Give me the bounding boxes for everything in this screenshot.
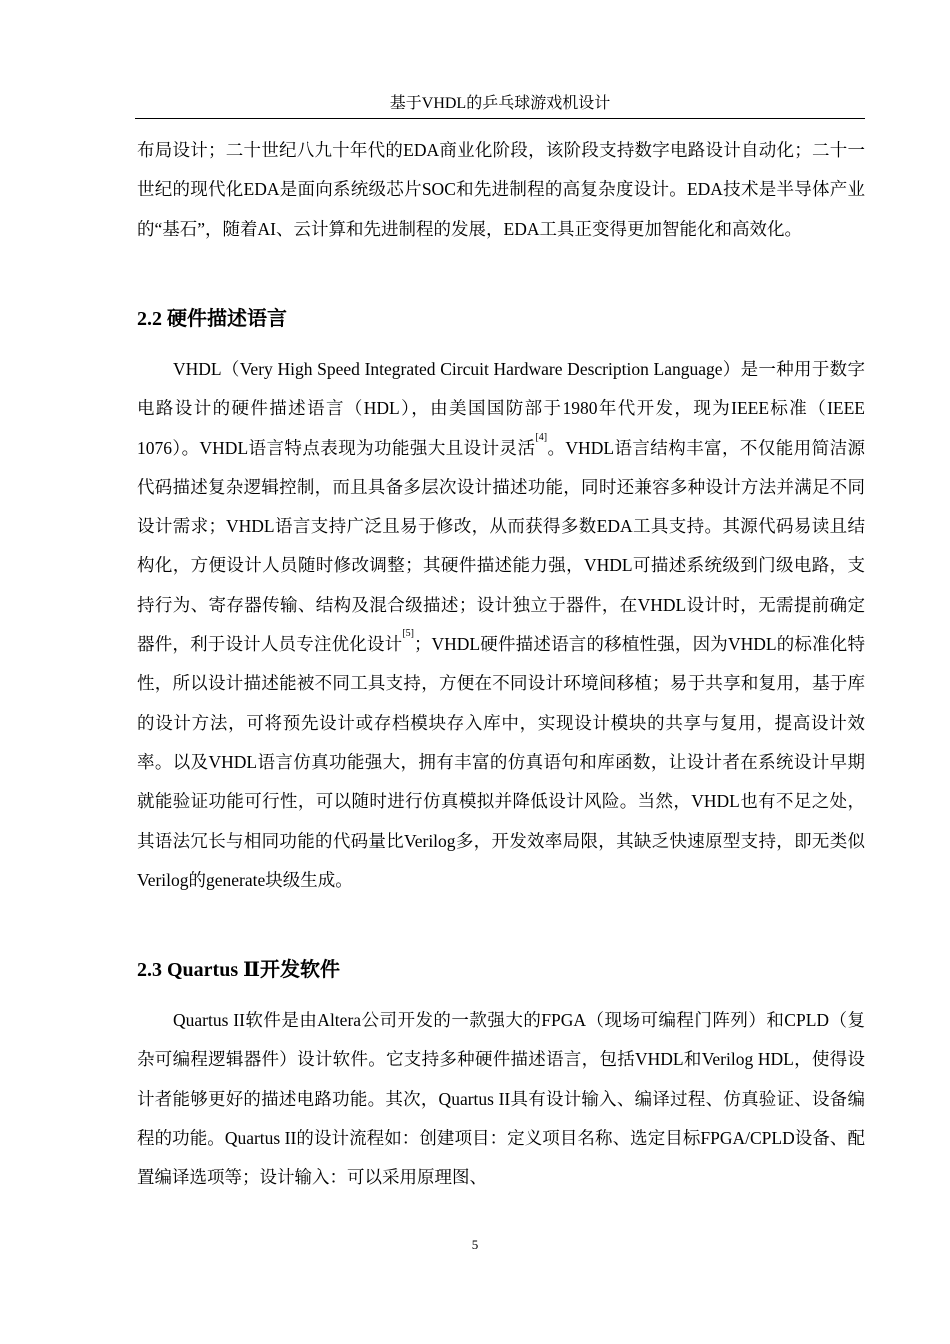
page-header-title: 基于VHDL的乒乓球游戏机设计 bbox=[389, 95, 611, 112]
paragraph-intro: 布局设计；二十世纪八九十年代的EDA商业化阶段，该阶段支持数字电路设计自动化；二十一世纪的现代化EDA是面向系统级芯片SOC和先进制程的高复杂度设计。EDA技术是半导体产业的“基石”，随着AI、云计算和先进制程的发展，EDA工具正变得更加智能化和高效化。 bbox=[137, 140, 865, 239]
citation-ref-4: [4] bbox=[535, 431, 548, 443]
page-number: 5 bbox=[471, 1237, 479, 1252]
citation-ref-5: [5] bbox=[402, 628, 415, 640]
section-heading-2-3: 2.3 Quartus Ⅱ开发软件 bbox=[137, 959, 340, 981]
paragraph-quartus: Quartus II软件是由Altera公司开发的一款强大的FPGA（现场可编程门阵列）和CPLD（复杂可编程逻辑器件）设计软件。它支持多种硬件描述语言，包括VHDL和Verilog HDL，使得设计者能够更好的描述电路功能。其次，Quartus II具有设计输入、编译过程、仿真验证、设备编程的功能。Quartus II的设计流程如：创建项目：定义项目名称、选定目标FPGA/CPLD设备、配置编译选项等；设计输入：可以采用原理图、 bbox=[137, 1010, 865, 1188]
paragraph-vhdl bbox=[137, 350, 865, 900]
paragraph-vhdl-part-a: VHDL（Very High Speed Integrated Circuit Hardware Description Language）是一种用于数字电路设计的硬件描述语言（HDL），由美国国防部于1980年代开发，现为IEEE标准（IEEE 1076）。VHDL语言特点表现为功能强大且设计灵活 bbox=[137, 359, 865, 458]
section-heading-2-2: 2.2 硬件描述语言 bbox=[137, 308, 287, 330]
paragraph-vhdl-part-c: ；VHDL硬件描述语言的移植性强，因为VHDL的标准化特性，所以设计描述能被不同工具支持，方便在不同设计环境间移植；易于共享和复用，基于库的设计方法，可将预先设计或存档模块存入库中，实现设计模块的共享与复用，提高设计效率。以及VHDL语言仿真功能强大，拥有丰富的仿真语句和库函数，让设计者在系统设计早期就能验证功能可行性，可以随时进行仿真模拟并降低设计风险。当然，VHDL也有不足之处，其语法冗长与相同功能的代码量比Verilog多，开发效率局限，其缺乏快速原型支持，即无类似Verilog的generate块级生成。 bbox=[137, 634, 865, 890]
header-divider bbox=[135, 118, 865, 119]
paragraph-vhdl-part-b: 。VHDL语言结构丰富，不仅能用简洁源代码描述复杂逻辑控制，而且具备多层次设计描述功能，同时还兼容多种设计方法并满足不同设计需求；VHDL语言支持广泛且易于修改，从而获得多数EDA工具支持。其源代码易读且结构化，方便设计人员随时修改调整；其硬件描述能力强，VHDL可描述系统级到门级电路，支持行为、寄存器传输、结构及混合级描述；设计独立于器件，在VHDL设计时，无需提前确定器件，利于设计人员专注优化设计 bbox=[137, 437, 865, 655]
